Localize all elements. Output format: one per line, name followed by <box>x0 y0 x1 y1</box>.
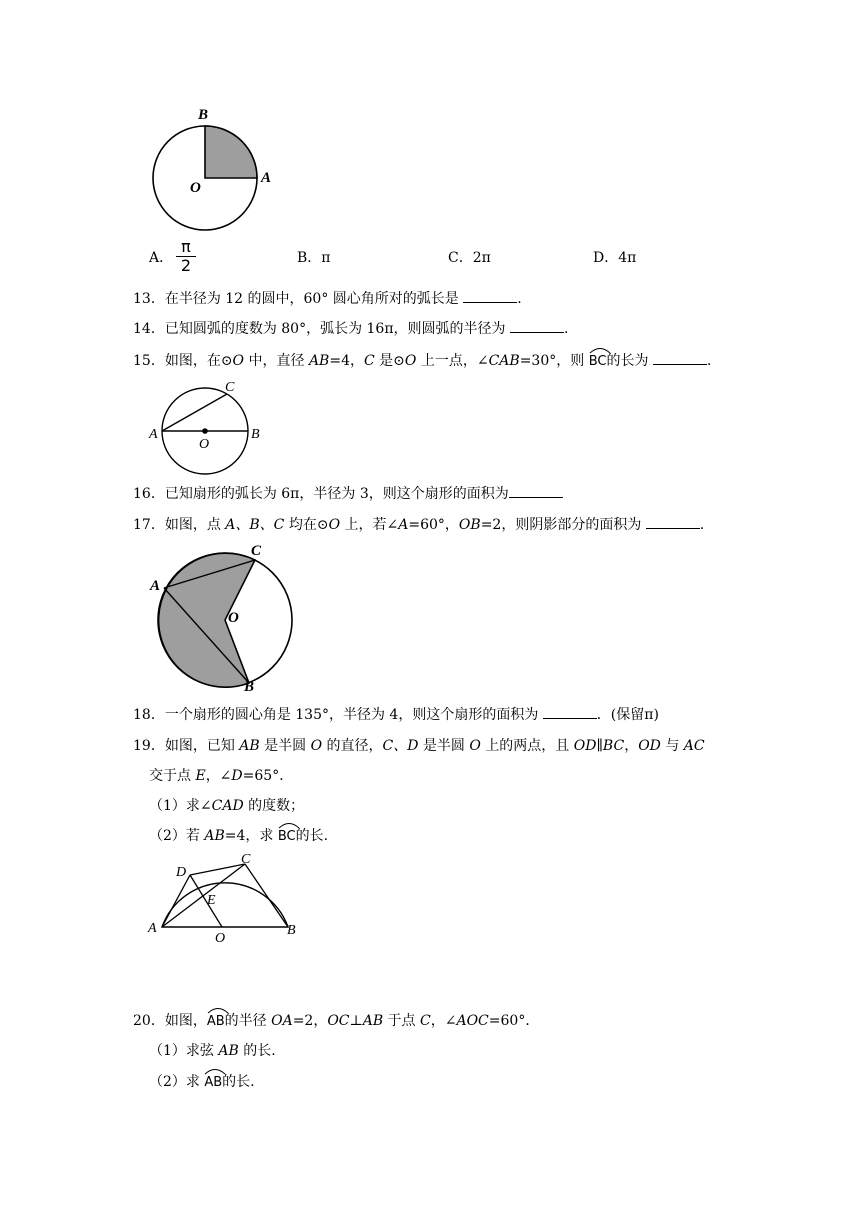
label-b: B <box>198 107 209 123</box>
arc-ab: AB <box>204 1072 222 1093</box>
label-a: A <box>150 578 161 594</box>
question-19-line1: 19．如图，已知 AB 是半圆 O 的直径，C、D 是半圆 O 上的两点，且 OD∥BC，OD 与 AC <box>133 738 705 754</box>
question-13: 13．在半径为 12 的圆中，60° 圆心角所对的弧长是 . <box>133 291 522 307</box>
label-o: O <box>215 931 226 945</box>
arc-bc: BC <box>278 826 296 847</box>
answer-blank <box>646 528 700 529</box>
answer-blank <box>653 364 707 365</box>
label-o: O <box>228 610 239 626</box>
label-b: B <box>251 427 260 442</box>
question-19-part2: （2）若 AB=4，求 BC的长. <box>149 826 328 847</box>
label-a: A <box>149 427 158 442</box>
figure-q19 <box>145 850 310 945</box>
question-18: 18．一个扇形的圆心角是 135°，半径为 4，则这个扇形的面积为 ．(保留π) <box>133 707 659 723</box>
question-15: 15．如图，在⊙O 中，直径 AB=4，C 是⊙O 上一点，∠CAB=30°，则 BC的长为 . <box>133 351 711 372</box>
label-e: E <box>207 893 216 908</box>
question-16: 16．已知扇形的弧长为 6π，半径为 3，则这个扇形的面积为 <box>133 484 563 504</box>
answer-blank <box>463 302 517 303</box>
option-d: D．4π <box>593 250 637 266</box>
question-14: 14．已知圆弧的度数为 80°，弧长为 16π，则圆弧的半径为 . <box>133 321 569 337</box>
option-c: C．2π <box>448 250 491 266</box>
question-20-part1: （1）求弦 AB 的长. <box>149 1043 276 1059</box>
figure-q12 <box>140 100 290 235</box>
label-c: C <box>251 543 262 559</box>
question-19-line2: 交于点 E，∠D=65°． <box>149 768 294 784</box>
label-a: A <box>261 170 272 186</box>
option-a: A． <box>149 250 174 266</box>
question-20-part2: （2）求 AB的长. <box>149 1072 255 1093</box>
question-17: 17．如图，点 A、B、C 均在⊙O 上，若∠A=60°，OB=2，则阴影部分的面积为 . <box>133 517 705 533</box>
answer-blank <box>543 718 597 719</box>
label-b: B <box>244 679 255 695</box>
label-d: D <box>176 865 187 880</box>
label-o: O <box>190 180 201 196</box>
figure-q17 <box>145 540 305 695</box>
answer-blank <box>509 497 563 498</box>
answer-blank <box>510 332 564 333</box>
question-20: 20．如图， AB的半径 OA=2，OC⊥AB 于点 C，∠AOC=60°． <box>133 1011 539 1032</box>
arc-bc: BC <box>589 351 607 372</box>
option-b: B．π <box>297 250 331 266</box>
label-o: O <box>199 437 210 452</box>
label-c: C <box>225 380 235 395</box>
label-b: B <box>287 923 296 938</box>
arc-ab: AB <box>207 1011 225 1032</box>
question-19-part1: （1）求∠CAD 的度数； <box>149 798 305 814</box>
figure-q15 <box>140 378 270 478</box>
label-c: C <box>241 852 251 867</box>
label-a: A <box>148 921 157 936</box>
fraction-pi-over-2: π 2 <box>175 238 197 275</box>
